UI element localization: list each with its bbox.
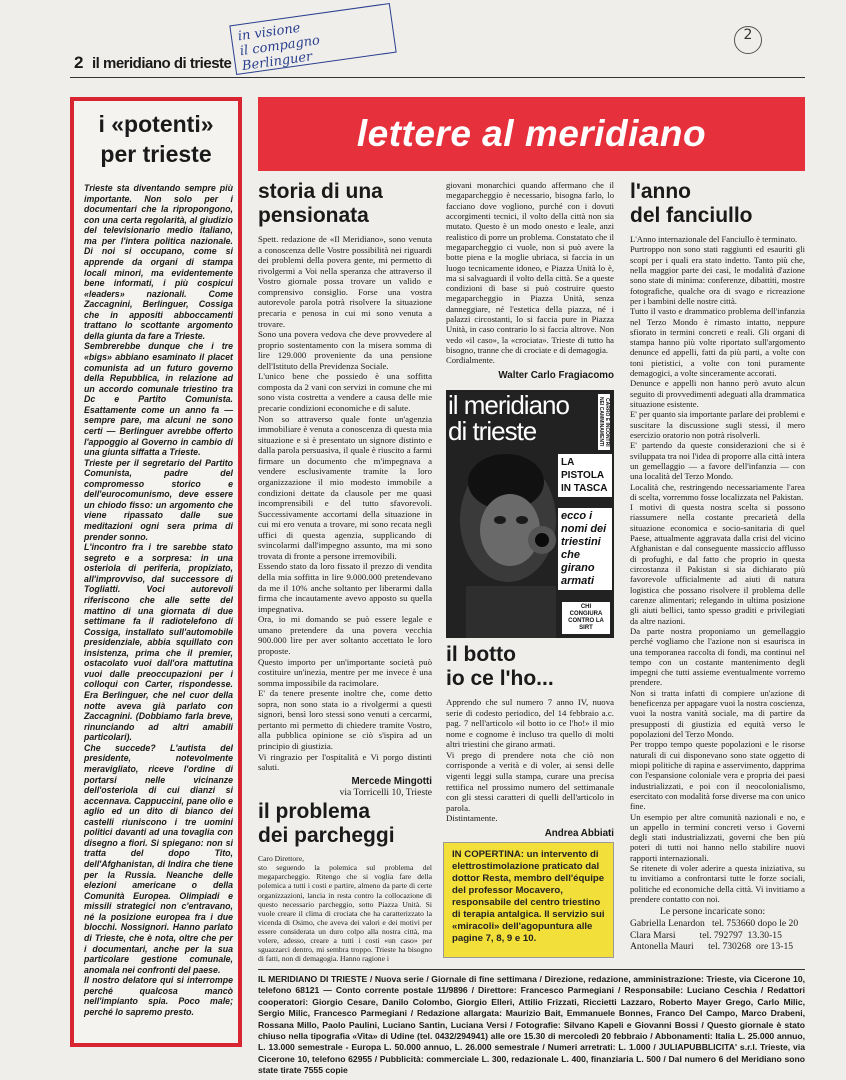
contacts-intro: Le persone incaricate sono: <box>660 906 766 918</box>
imprint-block: IL MERIDIANO DI TRIESTE / Nuova serie / Giornale di fine settimana / Direzione, redazione, amministrazione: Trieste, via Cicerone 10, telefono 68121 — Conto corrente postale 11/9896 / Direttore: Francesco Parmegiani / Responsabile: Luciano Ceschia / Redattori cooperatori: Giorgio Cesare, Danilo Colombo, Giorgio Elleri, Attilio Frizzati, Riccietti Lazzaro, Roberto Mayer Grego, Carlo Milic, Sergio Milic, Francesco Parmegiani / Redazione allargata: Maurizio Bait, Emmanuele Bonnes, Franco Del Campo, Marco Drabeni, Rossana Millo, Paolo Paulini, Luciano Santin, Luciana Versi / Fotografie: Silvano Kapeli e Giovanni Bossi / Questo giornale è stato chiuso nella tipografia «Vita» di Udine (tel. 0432/294941) alle ore 15.30 di mercoledì 20 febbraio / Abbonamenti: Italia L. 25.000 annuo, L. 13.000 semestrale - Europa L. 50.000 annuo, L. 26.000 semestrale / Numeri arretrati: L. 1.000 / JULIAPUBBLICITA' s.r.l. Trieste, via Cicerone 10, telefono 62955 / Pubblicità: commerciale L. 300, redazionale L. 400, finanziaria L. 500 / Dal numero 6 del Meridiano sono state tirate 7555 copie <box>258 974 805 1076</box>
contact-row: Gabriella Lenardon tel. 753660 dopo le 20 <box>630 917 799 929</box>
cover-masthead: il meridiano di trieste <box>448 390 569 446</box>
sidebar-column <box>70 97 242 1047</box>
cover-subhead: ecco i nomi dei triestini che girano armati <box>558 508 612 590</box>
cover-headline: LA PISTOLA IN TASCA <box>558 454 612 497</box>
circled-page-number: 2 <box>734 26 762 54</box>
cover-photo <box>446 390 614 638</box>
running-header-title: il meridiano di trieste <box>92 55 232 72</box>
cover-note-box: IN COPERTINA: un intervento di elettrostimolazione praticato dal dottor Resta, membro dell'équipe del professor Mocavero, responsabile del centro triestino di terapia antalgica. Il servizio sui «miracoli» dell'agopuntura alle pagine 7, 8, 9 e 10. <box>443 842 614 958</box>
article-botto <box>446 643 614 839</box>
article-fanciullo <box>630 180 805 965</box>
article-body: L'Anno internazionale del Fanciullo è terminato. Purtroppo non sono stati raggiunti ed esauriti gli scopi per i quali era stato indetto. Tanto più che, nella maggior parte dei casi, le modalità d'azione sono state di minima: conferenze, dibattiti, mostre fotografiche, qualche ora di svago e ricreazione per i bambini delle nostre città. Tutto il vasto e drammatico problema dell'infanzia nel Terzo Mondo è rimasto intatto, neppure sfiorato in termini concreti e reali. Gli organi di stampa hanno più volte riportato sull'argomento denunce ed appelli, fatti da più parti, a volte con toni pietistici, a volte con toni puramente demagogici, a volte sinceramente accorati. Denunce e appelli non hanno però avuto alcun seguito di provvedimenti adeguati alla drammatica situazione esistente. E' per quanto sia importante parlare dei problemi e suscitare la discussione sugli stessi, il mero esercizio oratorio non potrà risolverli. E' partendo da queste considerazioni che si è sviluppata tra noi l'idea di proporre alla città intera un gemellaggio — a favore dell'infanzia — con una località del Terzo Mondo. Località che, restringendo necessariamente l'area di scelta, vorremmo fosse localizzata nel Pakistan. I motivi di questa nostra scelta si possono riassumere nella costante precarietà della situazione economica e socio-sanitaria di quel Paese, attualmente aggravata dalla crisi del vicino Afghanistan e dal conseguente massiccio afflusso di profughi, e dal fatto che proprio in questa circostanza il Pakistan si sia dichiarato più favorevole ufficialmente ad aiuti di natura logistica che possano risolvere il problema delle carenze alimentari; relegando in ultima posizione gli aiuti bellici, tanto spesso graditi e privilegiati da altre nazioni. Da parte nostra proponiamo un gemellaggio perché vogliamo che l'azione non si esaurisca in una temporanea raccolta di fondi, ma continui nel tempo con un costante mantenimento degli impegni che tutti assieme eventualmente vorremo prendere. Non si tratta infatti di compiere un'azione di beneficenza per appagare vuoi la nostra coscienza, vuoi la nostra vanità sociale, ma di partire da presupposti di giustizia ed equità verso le popolazioni del Terzo Mondo. Per troppo tempo queste popolazioni e le risorse naturali di cui disponevano sono state oggetto di miopi politiche di rapina e asservimento, dapprima con l'espansione coloniale vera e propria dei paesi industrializzati, e poi con il neocolonialismo, esercitato con modalità forse diverse ma con unico fine. Un esempio per altre comunità nazionali e no, e un appello in termini concreti verso i Governi degli stati industrializzati, governi che ben più poteri di tutti noi hanno nello stabilire nuovi rapporti internazionali. Se ritenete di voler aderire a questa iniziativa, su tu invitiamo a confrontarsi tutte le forze sociali, politiche ed economiche della città. Vi invitiamo a prendere contatto con noi. <box>630 234 805 904</box>
article-headline: l'anno del fanciullo <box>630 180 753 227</box>
article-body-continued: giovani monarchici quando affermano che il megaparcheggio è necessario, bisogna farlo, lo facciano dove vogliono, purché con i dovuti accorgimenti tecnici, il volto della città non sia mutato. Questo è un modo onesto e leale, anzi realistico di porre un problema. Constatato che il megaparcheggio ci vuole, non si può avere la botte piena e la moglie ubriaca, si faccia in un luogo tecnicamente idoneo, e Piazza Unità lo è, ma si salvaguardi il volto della città. Se a queste condizioni di base si può costruire questo megaparcheggio in Piazza Unità, senza danneggiare, né l'estetica della piazza, né i palazzi circostanti, lo si faccia pure in Piazza Unità, in caso contrario lo si faccia altrove. Non vedo «il caso», la «crociata». Trieste di tutto ha bisogno, tranne che di crociate e di demagogia. Cordialmente. <box>446 180 615 366</box>
contact-row: Antonella Mauri tel. 730268 ore 13-15 <box>630 941 794 953</box>
article-signature: Walter Carlo Fragiacomo <box>498 369 614 381</box>
article-parcheggi-continued <box>446 180 614 386</box>
section-banner-title: lettere al meridiano <box>356 113 707 154</box>
article-headline: il problema dei parcheggi <box>258 800 395 847</box>
contact-row: Clara Marsi tel. 792797 13.30-15 <box>630 929 782 941</box>
cover-side-strip: CARRO E INCONTRI NEI CAMMINAMENTI <box>598 394 610 450</box>
sidebar-body: Trieste sta diventando sempre più importante. Non solo per i documentari che la ripropongono, con una certa regolarità, al giudizio del televisionario medio italiano, ma per l'intera politica nazionale. Di noi si occupano, come si apprende da organi di stampa locali minori, ma evidentemente bene informati, i più cospicui «leaders» nazionali. Come Zaccagnini, Berlinguer, Cossiga che in appositi abboccamenti trattano lo scottante argomento della giunta da fare a Trieste. Sembrerebbe dunque che i tre «bigs» abbiano esaminato il placet comunista ad un futuro governo della Repubblica, in relazione ad un accordo comunale triestino tra Dc e Partito Comunista. Esattamente come un anno fa — sempre pare, ma alcuni ne sono certi — Berlinguer avrebbe offerto l'appoggio al Governo in cambio di una giunta siffatta a Trieste. Trieste per il segretario del Partito Comunista, padre del compromesso storico e dell'eurocomunismo, deve essere un chiodo fisso: un argomento che viene ripassato dalle sue meditazioni ogni sera prima di prender sonno. L'incontro fra i tre sarebbe stato segreto e a sorpresa: in una osteriola di periferia, propiziato, all'improvviso, dal successore di Togliatti. Voci autorevoli riferiscono che alle sette del mattino di una giornata di due settimane fa il radiotelefono di Cossiga, installato sull'automobile presidenziale, abbia squillato con insistenza, prima che il premier, ostacolato vuoi dall'ora mattutina vuoi dalle preoccupazioni per i colloqui con Carter, rispondesse. Era Berlinguer, che nel cuor della notte aveva già parlato con Zaccagnini. (Dobbiamo farla breve, rinunciando ad altri amabili particolari). Che succede? L'autista del presidente, notevolmente meravigliato, riceve l'ordine di portarsi nelle vicinanze dell'osteriola di cui dianzi si accennava. Cappuccini, pane olio e aglio ed un dito di bianco dei castelli riuniscono i tre uomini politici davanti ad una tovaglia con disegno a fiori. Si spiegano: non si tratta del dopo Tito, dell'Afghanistan, di Indira che tiene per la Russia. Neanche delle elezioni americane o della Comunità Europea. Olimpiadi e missili strategici non c'entravano, né la posizione europea fra i due blocchi. Nossignori. Hanno parlato di Trieste, che è nota, oltre che per i documentari, anche per la sua particolare gestione comunale, anomala nei confronti del paese. Il nostro delatore qui si interrompe perché qualcosa mancò nell'impianto spia. Poco male; perché lo sapremo presto. <box>84 183 233 1017</box>
article-signature: Mercede Mingotti <box>351 775 432 787</box>
page-number: 2 <box>74 53 84 72</box>
section-banner <box>258 97 805 171</box>
cover-caption: CHI CONGIURA CONTRO LA SIRT <box>562 602 610 634</box>
header-rule <box>70 77 805 78</box>
article-body: Spett. redazione de «Il Meridiano», sono venuta a conoscenza delle Vostre possibilità nei riguardi dei problemi della povera gente, mi permetto di rivolgermi a Voi nella speranza che attraverso il Vostro giornale possa trovare un valido e comprensivo consiglio. Forse una vostra autorevole parola potrà risolvere la situazione precaria e penosa in cui mi sono venuta a trovare. Sono una povera vedova che deve provvedere al proprio sostentamento con la misera somma di lire 129.000 proveniente da una pensione dell'Istituto della Previdenza Sociale. L'unico bene che possiedo è una soffitta composta da 2 vani con servizi in comune che mi sono vista costretta a vendere a causa delle mie precarie condizioni economiche e di salute. Non so attraverso quale fonte un'agenzia immobiliare è venuta a conoscenza di questa mia situazione e si è presentato un signore distinto e dalla parola persuasiva, il quale è riuscito a farmi firmare un documento che m'impegnava a vendere esclusivamente tramite la loro organizzazione il mio modesto immobile a condizioni dettate da clausole per me quasi incomprensibili e del tutto sfavorevoli. Successivamente accortami della situazione in cui mi ero venuta a trovare, mi sono recata negli uffici di questa agenzia, supplicando di svincolarmi dall'impegno assunto, ma mi sono trovata di fronte a persone irremovibili. Essendo stato da loro fissato il prezzo di vendita della mia soffitta in lire 9.000.000 pretendevano da me il 10% anche soltanto per liberarmi dalla firma che incautamente avevo apposto su quella impegnativa. Ora, io mi domando se può essere legale e umano pretendere da una povera vecchia 900.000 lire per aver soltanto accettato le loro proposte. Questo importo per un'importante società può costituire un'inezia, mentre per me invece è una somma impossibile da racimolare. E' da tenere presente inoltre che, come detto sopra, non sono stata io a rivolgermi a questi signori, bensì loro stessi sono venuti a cercarmi, pertanto mi permetto di chiedere tramite Vostro, alla pubblica opinione se ciò s'ispira ad un principio di giustizia. Vi ringrazio per l'ospitalità e Vi porgo distinti saluti. <box>258 234 432 773</box>
handwritten-annotation: in visione il compagno Berlinguer <box>229 3 396 75</box>
sidebar-title: i «potenti» per trieste <box>98 111 214 167</box>
article-pensionata <box>258 180 432 800</box>
article-address: via Torricelli 10, Trieste <box>339 786 432 798</box>
article-signature: Andrea Abbiati <box>544 827 614 839</box>
article-parcheggi <box>258 800 432 964</box>
article-body: Caro Direttore, sto seguendo la polemica sul problema del megaparcheggio. Ritengo che si voglia fare della polemica a tutti i costi e partire, almeno da parte di certe organizzazioni, lancia in resta contro la collocazione di questo necessario parcheggio, sotto Piazza Unità. Si vuole creare il clima di crociata che ha caratterizzato la vicenda di Osimo, che aveva dei valori e dei motivi per essere considerata un duro colpo alla nostra città, ma volere, adesso, creare a tutti i costi «un caso» per sguazzarci dentro, mi sembra troppo. Trieste ha bisogno di fatti, non di demagogia. Hanno ragione i <box>258 854 432 964</box>
article-headline: storia di una pensionata <box>258 180 383 227</box>
article-body: Apprendo che sul numero 7 anno IV, nuova serie di codesto periodico, del 14 febbraio a.c. pag. 7 nell'articolo «il botto io ce l'ho!» il mio nome e cognome è incluso tra quello di molti altri triestini che girano armati. Vi prego di prendere nota che ciò non corrisponde a verità e di voler, ai sensi delle vigenti leggi sulla stampa, curare una precisa rettifica nel prossimo numero del settimanale con gli stessi caratteri di quelli dell'articolo in parola. Distintamente. <box>446 697 614 824</box>
imprint-rule <box>258 969 805 970</box>
article-headline: il botto io ce l'ho... <box>446 643 554 690</box>
